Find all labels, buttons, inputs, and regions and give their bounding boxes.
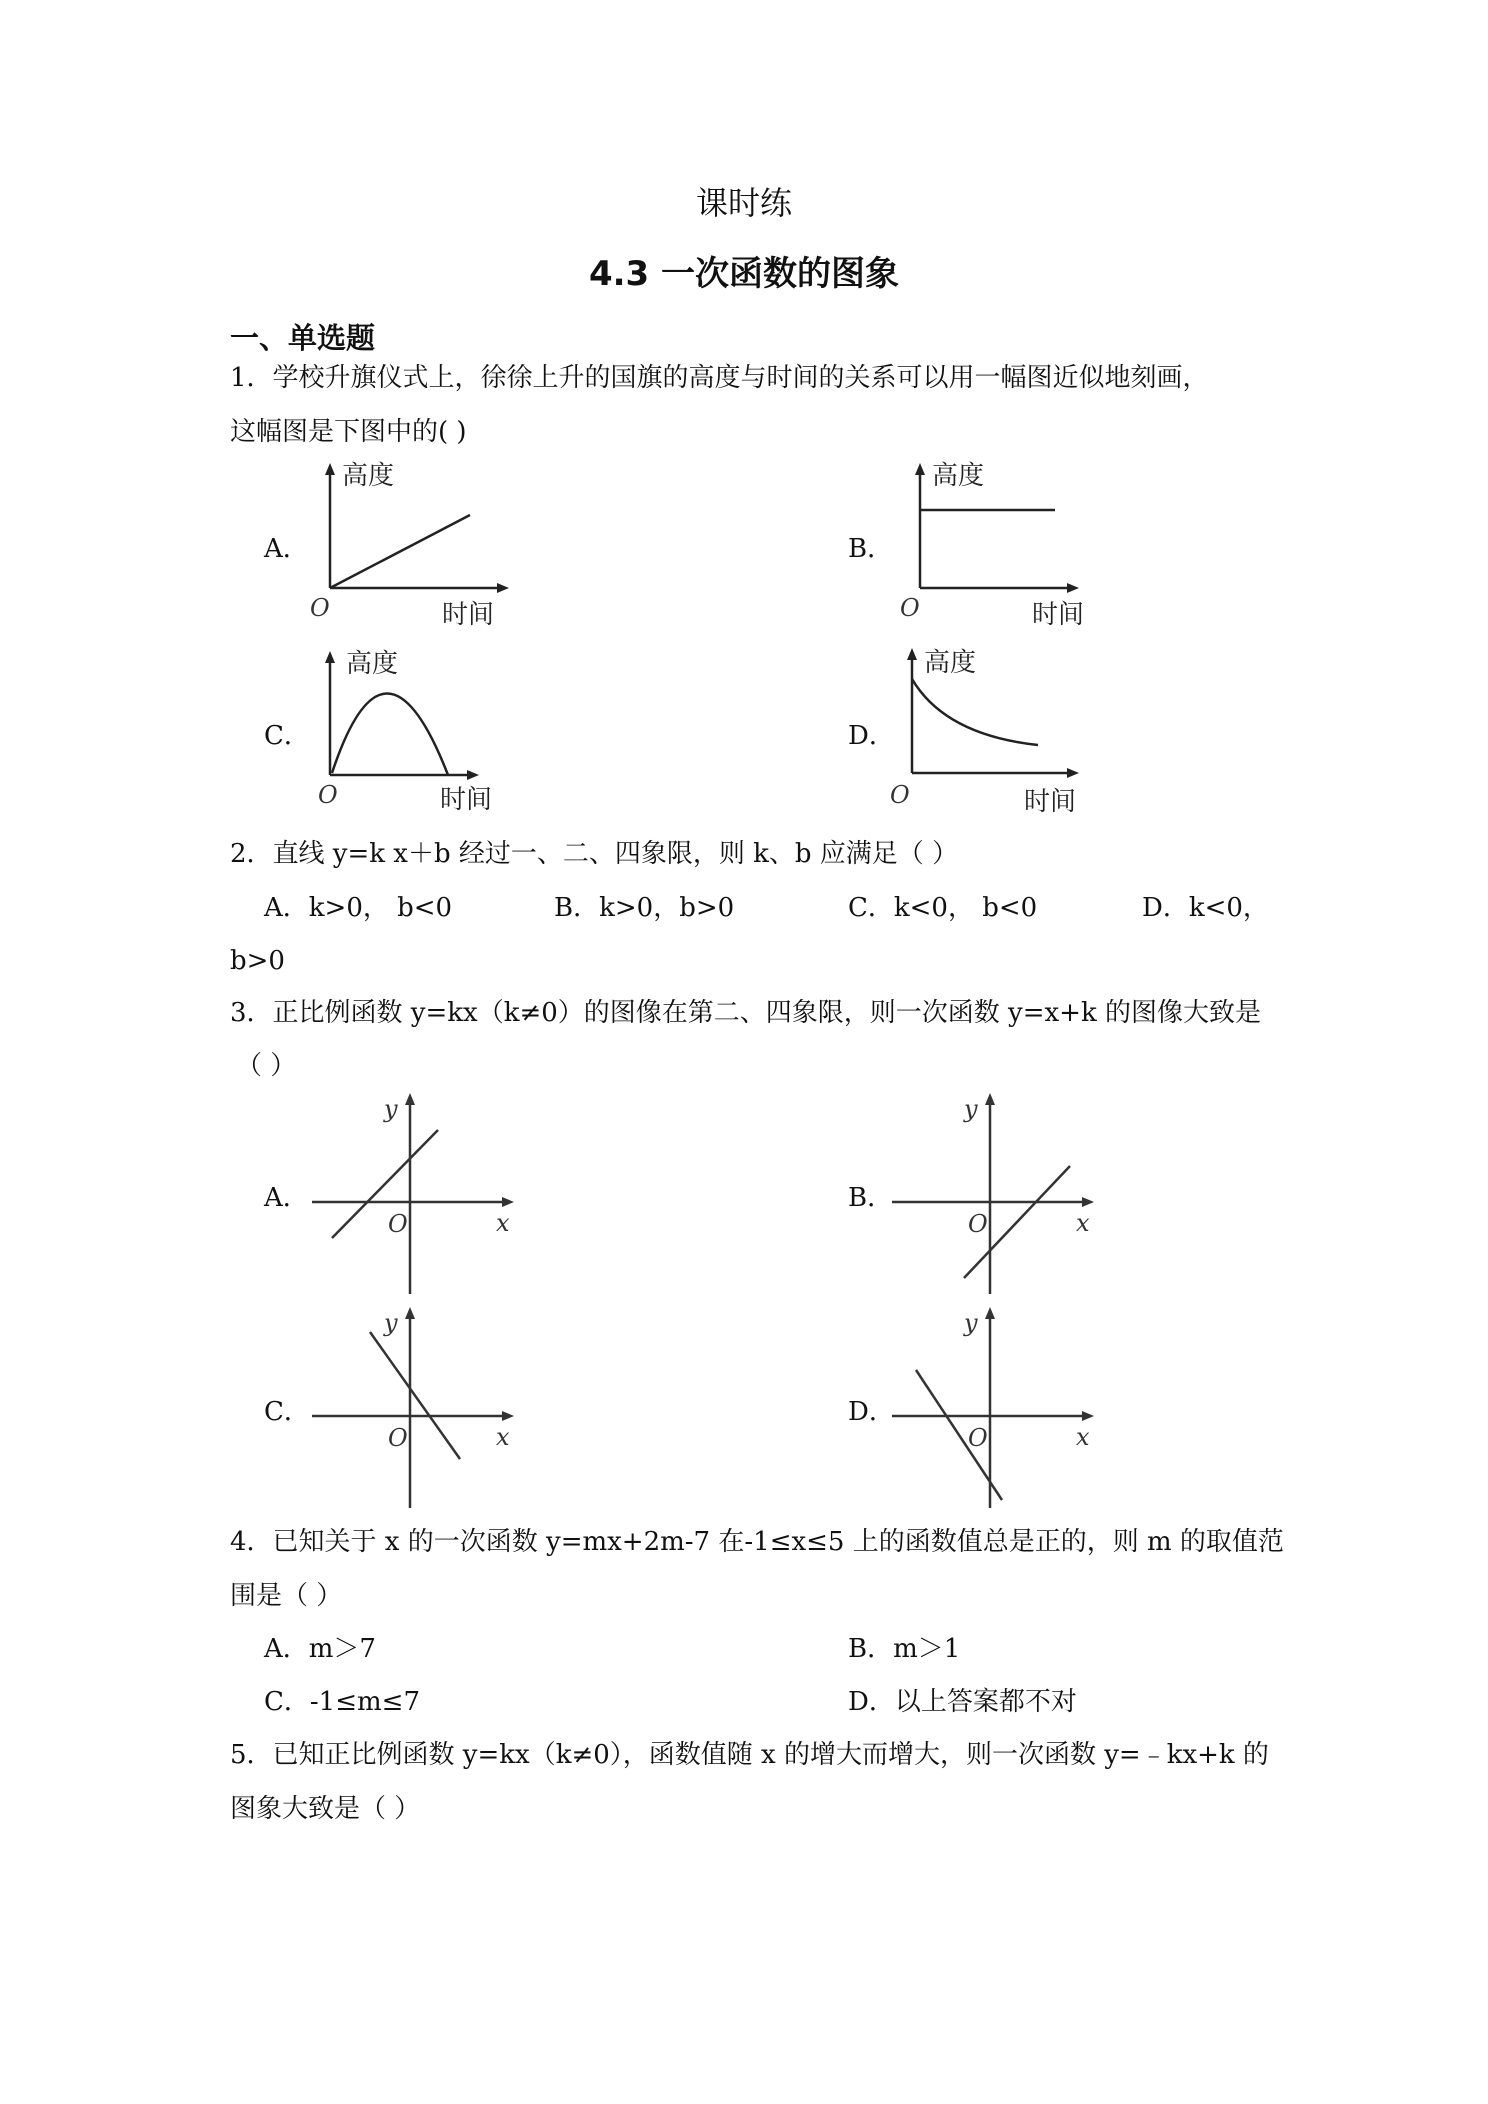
q1-option-b-label[interactable]: B． [848, 534, 894, 564]
x-axis-label: x [1076, 1209, 1090, 1237]
y-axis-arrow-icon [985, 1307, 995, 1319]
q4-option-c[interactable]: C．-1≤m≤7 [264, 1687, 420, 1717]
x-axis-label: x [1076, 1423, 1090, 1451]
x-axis-arrow-icon [502, 1411, 514, 1421]
x-axis-arrow-icon [497, 583, 509, 593]
document-title: 4.3 一次函数的图象 [588, 254, 900, 294]
graph-line [370, 1332, 460, 1459]
origin-label: O [388, 1210, 408, 1238]
q2-option-d-continued: b>0 [230, 946, 285, 976]
axis-label-height: 高度 [932, 461, 985, 491]
y-axis-label: y [964, 1095, 978, 1123]
axis-label-time: 时间 [1032, 600, 1085, 630]
q3-graph-a [300, 1090, 530, 1300]
x-axis-arrow-icon [1082, 1411, 1094, 1421]
q1-graph-b [890, 460, 1110, 630]
q3-option-b-label[interactable]: B． [848, 1183, 894, 1213]
origin-label: O [318, 781, 338, 809]
q4-option-a[interactable]: A．m＞7 [264, 1634, 376, 1664]
origin-label: O [968, 1424, 988, 1452]
q3-option-c-label[interactable]: C． [264, 1397, 310, 1427]
q4-stem-line1: 4．已知关于 x 的一次函数 y=mx+2m-7 在-1≤x≤5 上的函数值总是正的，则 m 的取值范 [230, 1527, 1284, 1557]
document-subtitle: 课时练 [695, 184, 792, 222]
q1-graph-a [300, 460, 520, 630]
section-heading: 一、单选题 [230, 321, 376, 355]
origin-label: O [968, 1210, 988, 1238]
graph-line [332, 1130, 438, 1238]
q2-stem: 2．直线 y=k x＋b 经过一、二、四象限，则 k、b 应满足（ ） [230, 839, 959, 869]
graph-line [330, 515, 470, 588]
origin-label: O [388, 1424, 408, 1452]
x-axis-arrow-icon [502, 1197, 514, 1207]
q2-option-d[interactable]: D．k<0， [1142, 893, 1269, 923]
origin-label: O [310, 594, 330, 622]
graph-curve [912, 679, 1038, 745]
x-axis-label: x [496, 1209, 510, 1237]
q1-option-d-label[interactable]: D． [848, 721, 895, 751]
graph-curve [332, 693, 448, 775]
axis-label-time: 时间 [1024, 787, 1077, 817]
y-axis-arrow-icon [325, 651, 335, 663]
origin-label: O [900, 594, 920, 622]
q1-option-a-label[interactable]: A． [264, 534, 309, 564]
x-axis-arrow-icon [1082, 1197, 1094, 1207]
y-axis-arrow-icon [907, 648, 917, 660]
y-axis-arrow-icon [985, 1093, 995, 1105]
q1-stem-line1: 1．学校升旗仪式上，徐徐上升的国旗的高度与时间的关系可以用一幅图近似地刻画， [230, 363, 1209, 393]
q1-graph-c [300, 648, 520, 813]
q5-stem-line2: 图象大致是（ ） [230, 1794, 421, 1824]
q5-stem-line1: 5．已知正比例函数 y=kx（k≠0），函数值随 x 的增大而增大，则一次函数 y=﹣kx+k 的 [230, 1740, 1269, 1770]
q3-graph-c [300, 1304, 530, 1514]
axis-label-height: 高度 [346, 649, 399, 679]
q4-option-d[interactable]: D．以上答案都不对 [848, 1687, 1077, 1717]
axis-label-height: 高度 [342, 461, 395, 491]
x-axis-arrow-icon [1067, 768, 1079, 778]
origin-label: O [890, 781, 910, 809]
q4-stem-line2: 围是（ ） [230, 1581, 343, 1611]
q1-stem-line2: 这幅图是下图中的( ) [230, 417, 467, 447]
q3-stem-line2: （ ） [236, 1051, 297, 1081]
q3-graph-b [880, 1090, 1110, 1300]
y-axis-label: y [384, 1309, 398, 1337]
axis-label-time: 时间 [440, 785, 493, 815]
q2-option-b[interactable]: B．k>0，b>0 [554, 893, 735, 923]
q3-stem-line1: 3．正比例函数 y=kx（k≠0）的图像在第二、四象限，则一次函数 y=x+k 的图像大致是 [230, 998, 1261, 1028]
y-axis-arrow-icon [325, 463, 335, 475]
q4-option-b[interactable]: B．m＞1 [848, 1634, 961, 1664]
y-axis-arrow-icon [405, 1307, 415, 1319]
q2-option-a[interactable]: A．k>0， b<0 [264, 893, 453, 923]
y-axis-arrow-icon [915, 463, 925, 475]
x-axis-label: x [496, 1423, 510, 1451]
x-axis-arrow-icon [467, 770, 479, 780]
axis-label-time: 时间 [442, 600, 495, 630]
y-axis-label: y [384, 1095, 398, 1123]
q1-graph-d [890, 645, 1110, 815]
q3-graph-d [880, 1304, 1110, 1514]
y-axis-label: y [964, 1309, 978, 1337]
q3-option-d-label[interactable]: D． [848, 1397, 895, 1427]
x-axis-arrow-icon [1067, 583, 1079, 593]
axis-label-height: 高度 [924, 648, 977, 678]
q2-option-c[interactable]: C．k<0， b<0 [848, 893, 1038, 923]
q3-option-a-label[interactable]: A． [264, 1183, 309, 1213]
q1-option-c-label[interactable]: C． [264, 721, 310, 751]
y-axis-arrow-icon [405, 1093, 415, 1105]
